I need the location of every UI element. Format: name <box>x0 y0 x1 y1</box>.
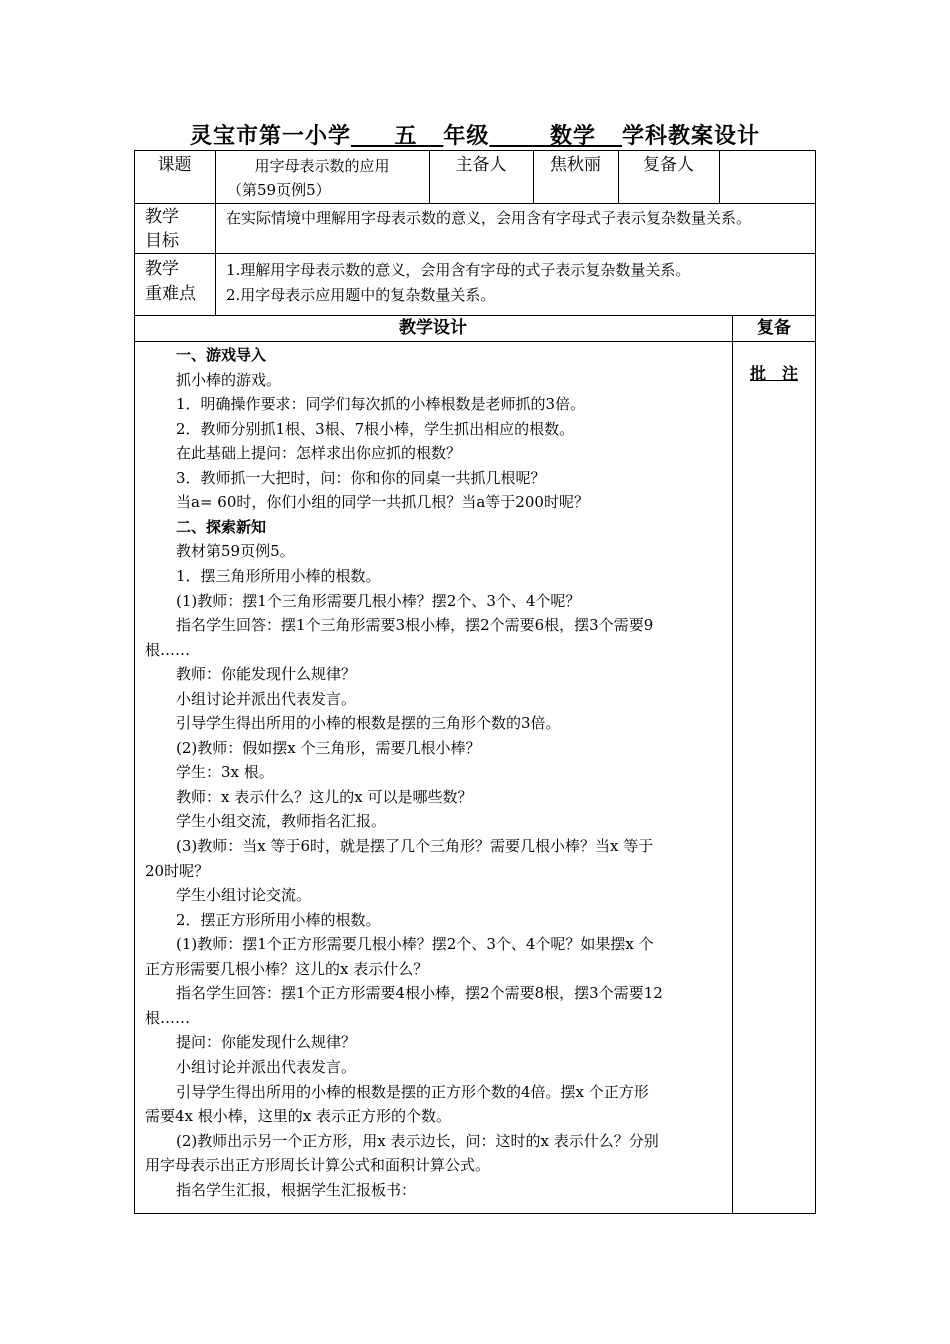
content-line: 用字母表示出正方形周长计算公式和面积计算公式。 <box>145 1156 491 1175</box>
key-point-2: 2.用字母表示应用题中的复杂数量关系。 <box>226 286 496 304</box>
content-line: 一、游戏导入 <box>176 346 267 364</box>
co-preparer-label: 复备人 <box>643 155 694 175</box>
main-preparer-label: 主备人 <box>455 155 507 175</box>
design-header: 教学设计 <box>399 318 467 338</box>
notes-subheader: 批 注 <box>749 364 798 383</box>
topic-line-1: 用字母表示数的应用 <box>254 157 390 175</box>
goals-text: 在实际情境中理解用字母表示数的意义，会用含有字母式子表示复杂数量关系。 <box>226 209 752 227</box>
content-line: 需要4x 根小棒，这里的x 表示正方形的个数。 <box>145 1107 452 1126</box>
content-line: 2．教师分别抓1根、3根、7根小棒，学生抓出相应的根数。 <box>176 419 575 438</box>
content-line: 小组讨论并派出代表发言。 <box>176 689 357 708</box>
content-line: 根…… <box>145 640 191 659</box>
content-line: (2)教师出示另一个正方形，用x 表示边长，问：这时的x 表示什么？分别 <box>176 1131 659 1150</box>
content-line: 引导学生得出所用的小棒的根数是摆的正方形个数的4倍。摆x 个正方形 <box>176 1082 649 1101</box>
content-line: 1．摆三角形所用小棒的根数。 <box>176 566 381 585</box>
topic-label: 课题 <box>157 155 192 175</box>
notes-header: 复备 <box>757 318 791 338</box>
content-line: 二、探索新知 <box>176 517 267 536</box>
content-line: 3．教师抓一大把时，问：你和你的同桌一共抓几根呢？ <box>176 468 546 487</box>
content-line: 2．摆正方形所用小棒的根数。 <box>176 910 381 929</box>
content-line: 小组讨论并派出代表发言。 <box>176 1057 357 1076</box>
content-line: (1)教师：摆1个三角形需要几根小棒？摆2个、3个、4个呢？ <box>176 591 581 610</box>
content-line: 1．明确操作要求：同学们每次抓的小棒根数是老师抓的3倍。 <box>176 395 586 414</box>
content-line: 当a= 60时，你们小组的同学一共抓几根？当a等于200时呢？ <box>176 493 589 512</box>
goals-label-2: 目标 <box>145 231 179 251</box>
content-line: 正方形需要几根小棒？这儿的x 表示什么？ <box>145 959 429 978</box>
content-line: 提问：你能发现什么规律？ <box>176 1033 357 1052</box>
content-line: (2)教师：假如摆x 个三角形，需要几根小棒？ <box>176 738 481 757</box>
content-line: 根…… <box>145 1008 191 1027</box>
key-points-label-2: 重难点 <box>145 284 196 304</box>
content-line: 教师：你能发现什么规律？ <box>176 665 357 684</box>
content-line: (1)教师：摆1个正方形需要几根小棒？摆2个、3个、4个呢？如果摆x 个 <box>176 935 654 954</box>
goals-label-1: 教学 <box>145 207 179 227</box>
main-preparer-name: 焦秋丽 <box>550 155 601 175</box>
document-title: 灵宝市第一小学 五 年级 数学 学科教案设计 <box>190 124 760 149</box>
content-line: 教材第59页例5。 <box>176 542 295 561</box>
content-line: 学生小组讨论交流。 <box>176 886 312 905</box>
content-line: 指名学生汇报，根据学生汇报板书： <box>176 1180 417 1199</box>
content-line: (3)教师：当x 等于6时，就是摆了几个三角形？需要几根小棒？当x 等于 <box>176 837 654 855</box>
content-line: 指名学生回答：摆1个三角形需要3根小棒，摆2个需要6根，摆3个需要9 <box>176 616 654 635</box>
topic-line-2: （第59页例5） <box>227 181 331 199</box>
content-line: 在此基础上提问：怎样求出你应抓的根数？ <box>176 444 462 463</box>
content-line: 学生小组交流，教师指名汇报。 <box>176 812 387 831</box>
key-point-1: 1.理解用字母表示数的意义，会用含有字母的式子表示复杂数量关系。 <box>226 261 691 279</box>
key-points-label-1: 教学 <box>145 259 179 279</box>
content-line: 引导学生得出所用的小棒的根数是摆的三角形个数的3倍。 <box>176 714 561 733</box>
content-line: 20时呢？ <box>145 861 210 880</box>
content-line: 指名学生回答：摆1个正方形需要4根小棒，摆2个需要8根，摆3个需要12 <box>176 984 663 1003</box>
content-line: 学生：3x 根。 <box>176 763 274 782</box>
content-line: 抓小棒的游戏。 <box>176 370 282 389</box>
content-line: 教师：x 表示什么？这儿的x 可以是哪些数？ <box>176 787 473 806</box>
